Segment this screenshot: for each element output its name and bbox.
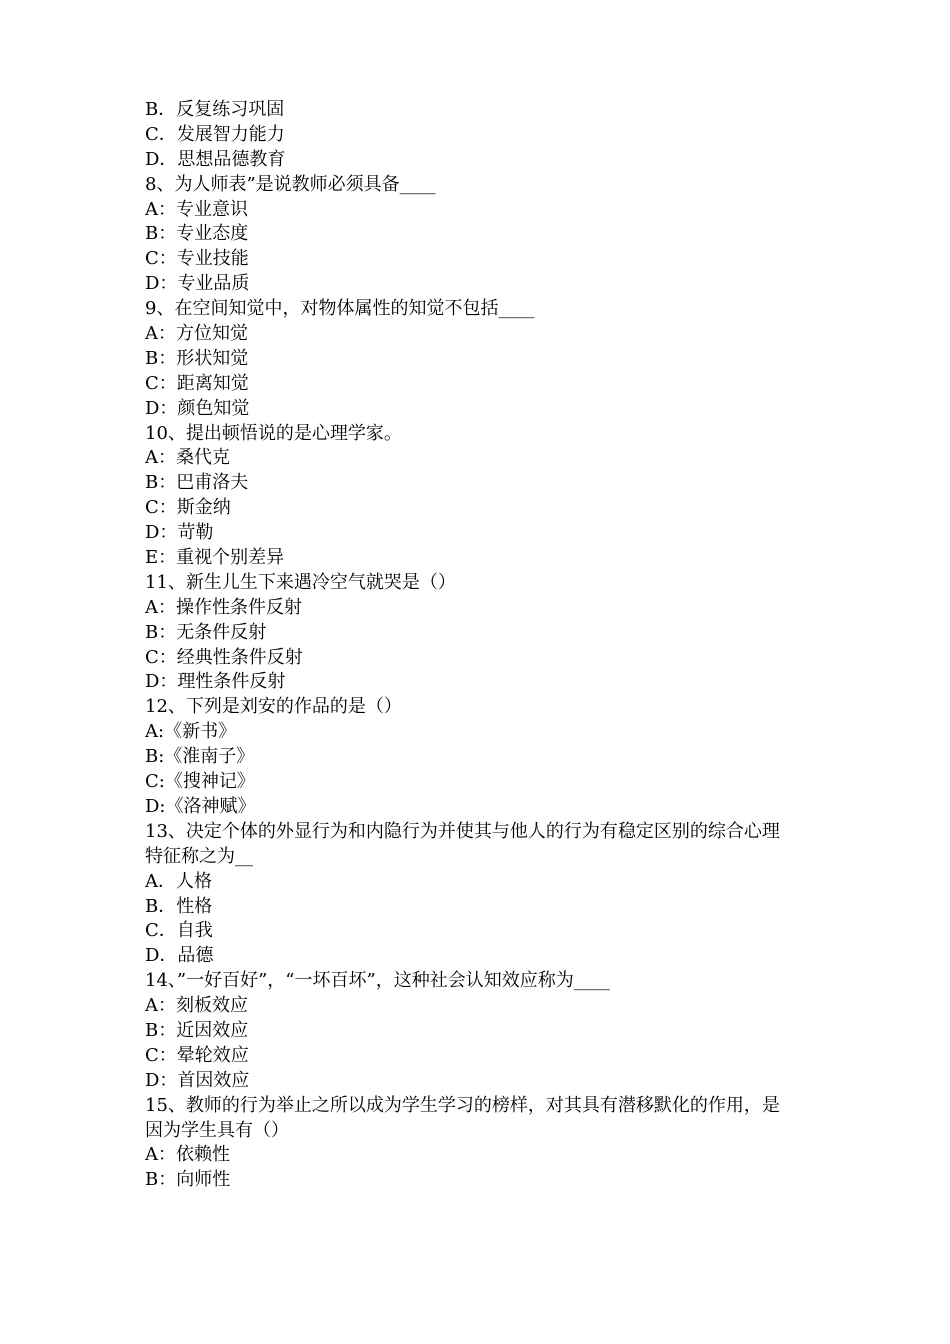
- option-c: C：晕轮效应: [145, 1044, 249, 1066]
- option-b: B：无条件反射: [145, 621, 267, 643]
- question-9: 9、在空间知觉中，对物体属性的知觉不包括____: [145, 298, 535, 320]
- question-8: 8、为人师表”是说教师必须具备____: [145, 173, 436, 195]
- option-c: C：经典性条件反射: [145, 646, 303, 668]
- option-a: A：桑代克: [145, 447, 230, 469]
- option-a: A：依赖性: [145, 1144, 230, 1166]
- option-a: A．人格: [145, 870, 212, 892]
- option-c: C．自我: [145, 920, 213, 942]
- option-d: D：专业品质: [145, 273, 250, 295]
- option-b: B：巴甫洛夫: [145, 472, 249, 494]
- option-d: D：首因效应: [145, 1069, 250, 1091]
- option-a: A：方位知觉: [145, 323, 248, 345]
- question-13: 13、决定个体的外显行为和内隐行为并使其与他人的行为有稳定区别的综合心理: [145, 820, 780, 842]
- question-12: 12、下列是刘安的作品的是（）: [145, 696, 402, 718]
- option-c: C：专业技能: [145, 248, 249, 270]
- option-b: B:《淮南子》: [145, 746, 255, 768]
- option-b: B：形状知觉: [145, 347, 249, 369]
- question-15-continued: 因为学生具有（）: [145, 1119, 289, 1141]
- option-b: B．性格: [145, 895, 213, 917]
- option-a: A：操作性条件反射: [145, 596, 302, 618]
- question-15: 15、教师的行为举止之所以成为学生学习的榜样，对其具有潜移默化的作用，是: [145, 1094, 780, 1116]
- option-c: C：斯金纳: [145, 497, 231, 519]
- question-14: 14、”一好百好”，“一坏百坏”，这种社会认知效应称为____: [145, 970, 610, 992]
- option-d: D．品德: [145, 945, 214, 967]
- option-d: D：苛勒: [145, 522, 214, 544]
- option-a: A：专业意识: [145, 198, 248, 220]
- option-b: B：近因效应: [145, 1019, 249, 1041]
- option-b: B．反复练习巩固: [145, 99, 285, 120]
- option-b: B：向师性: [145, 1169, 231, 1191]
- option-c: C：距离知觉: [145, 372, 249, 394]
- question-10: 10、提出顿悟说的是心理学家。: [145, 422, 402, 444]
- option-d: D．思想品德教育: [145, 148, 286, 170]
- question-13-continued: 特征称之为__: [145, 845, 253, 867]
- option-d: D：颜色知觉: [145, 397, 250, 419]
- option-b: B：专业态度: [145, 223, 249, 245]
- option-d: D:《洛神赋》: [145, 795, 256, 817]
- option-c: C．发展智力能力: [145, 123, 285, 145]
- option-a: A：刻板效应: [145, 995, 248, 1017]
- document-page: [145, 98, 825, 1193]
- option-e: E：重视个别差异: [145, 547, 285, 569]
- option-a: A:《新书》: [145, 721, 237, 743]
- option-d: D：理性条件反射: [145, 671, 286, 693]
- option-c: C:《搜神记》: [145, 771, 255, 793]
- question-11: 11、新生儿生下来遇冷空气就哭是（）: [145, 571, 456, 593]
